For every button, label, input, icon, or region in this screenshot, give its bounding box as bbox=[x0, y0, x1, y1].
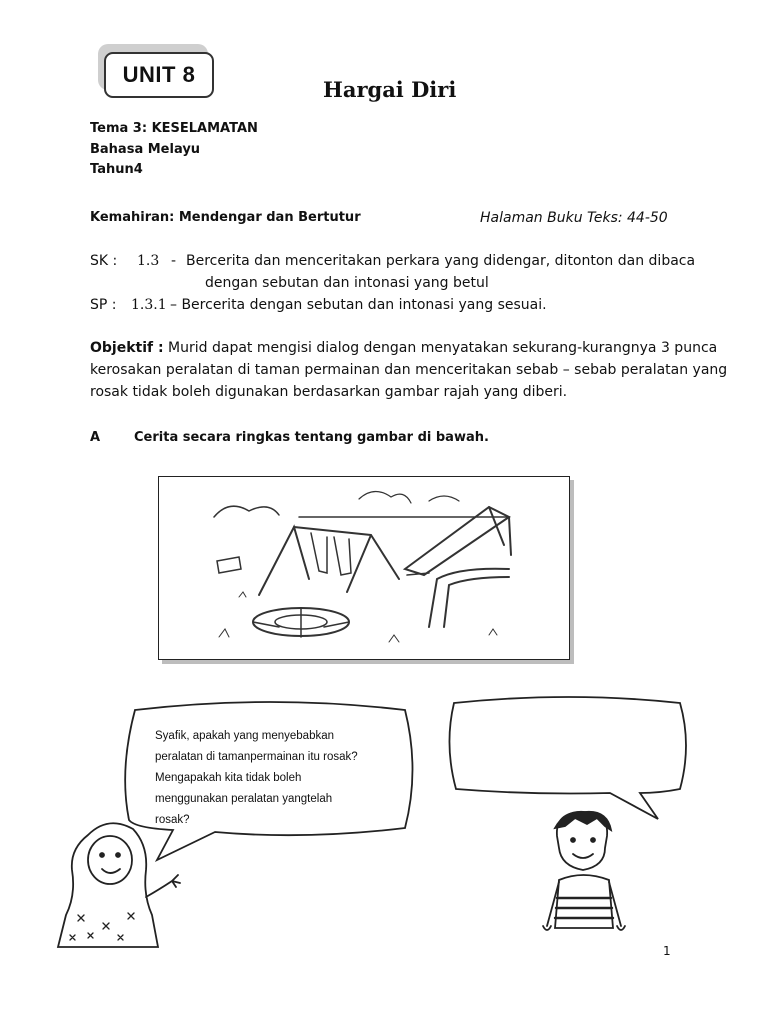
textbook-pages: Halaman Buku Teks: 44-50 bbox=[480, 210, 668, 226]
objective-line1: Murid dapat mengisi dialog dengan menyatakan sekurang-kurangnya 3 punca bbox=[168, 340, 718, 356]
objective-line3: rosak tidak boleh digunakan berdasarkan gambar rajah yang diberi. bbox=[90, 384, 568, 400]
unit-badge: UNIT 8 bbox=[104, 52, 214, 98]
boy-illustration bbox=[535, 808, 635, 948]
sk-label: SK : bbox=[90, 253, 118, 269]
speech-line: Syafik, apakah yang menyebabkan bbox=[155, 730, 335, 742]
objective-label: Objektif : bbox=[90, 340, 164, 356]
objective bbox=[90, 337, 730, 403]
sk-text-line2: dengan sebutan dan intonasi yang betul bbox=[205, 275, 489, 291]
speech-bubble-right bbox=[440, 695, 700, 825]
section-letter: A bbox=[90, 430, 101, 445]
speech-line: menggunakan peralatan yangtelah bbox=[155, 793, 333, 805]
page-number: 1 bbox=[663, 944, 671, 958]
sk-text-line1: Bercerita dan menceritakan perkara yang didengar, ditonton dan dibaca bbox=[186, 253, 696, 269]
subject-label: Bahasa Melayu bbox=[90, 142, 201, 157]
speech-line: peralatan di tamanpermainan itu rosak? bbox=[155, 751, 358, 763]
section-instruction: Cerita secara ringkas tentang gambar di bawah. bbox=[134, 430, 489, 445]
page-title: Hargai Diri bbox=[323, 77, 457, 102]
broken-playground-illustration bbox=[159, 477, 568, 658]
girl-hijab-illustration bbox=[48, 815, 188, 950]
sp-code: 1.3.1 bbox=[131, 297, 167, 313]
sk-code: 1.3 bbox=[137, 253, 160, 269]
sp-text: – Bercerita dengan sebutan dan intonasi yang sesuai. bbox=[170, 297, 547, 313]
sk-dash: - bbox=[171, 253, 177, 269]
speech-bubble-left-text bbox=[155, 726, 405, 831]
sp-label: SP : bbox=[90, 297, 117, 313]
objective-line2: kerosakan peralatan di taman permainan dan menceritakan sebab – sebab peralatan yang bbox=[90, 362, 728, 378]
tema-label: Tema 3: KESELAMATAN bbox=[90, 121, 258, 136]
playground-picture-frame bbox=[158, 476, 570, 660]
speech-line: rosak? bbox=[155, 814, 190, 826]
speech-line: Mengapakah kita tidak boleh bbox=[155, 772, 302, 784]
skill-label: Kemahiran: Mendengar dan Bertutur bbox=[90, 210, 361, 225]
year-label: Tahun4 bbox=[90, 162, 143, 177]
